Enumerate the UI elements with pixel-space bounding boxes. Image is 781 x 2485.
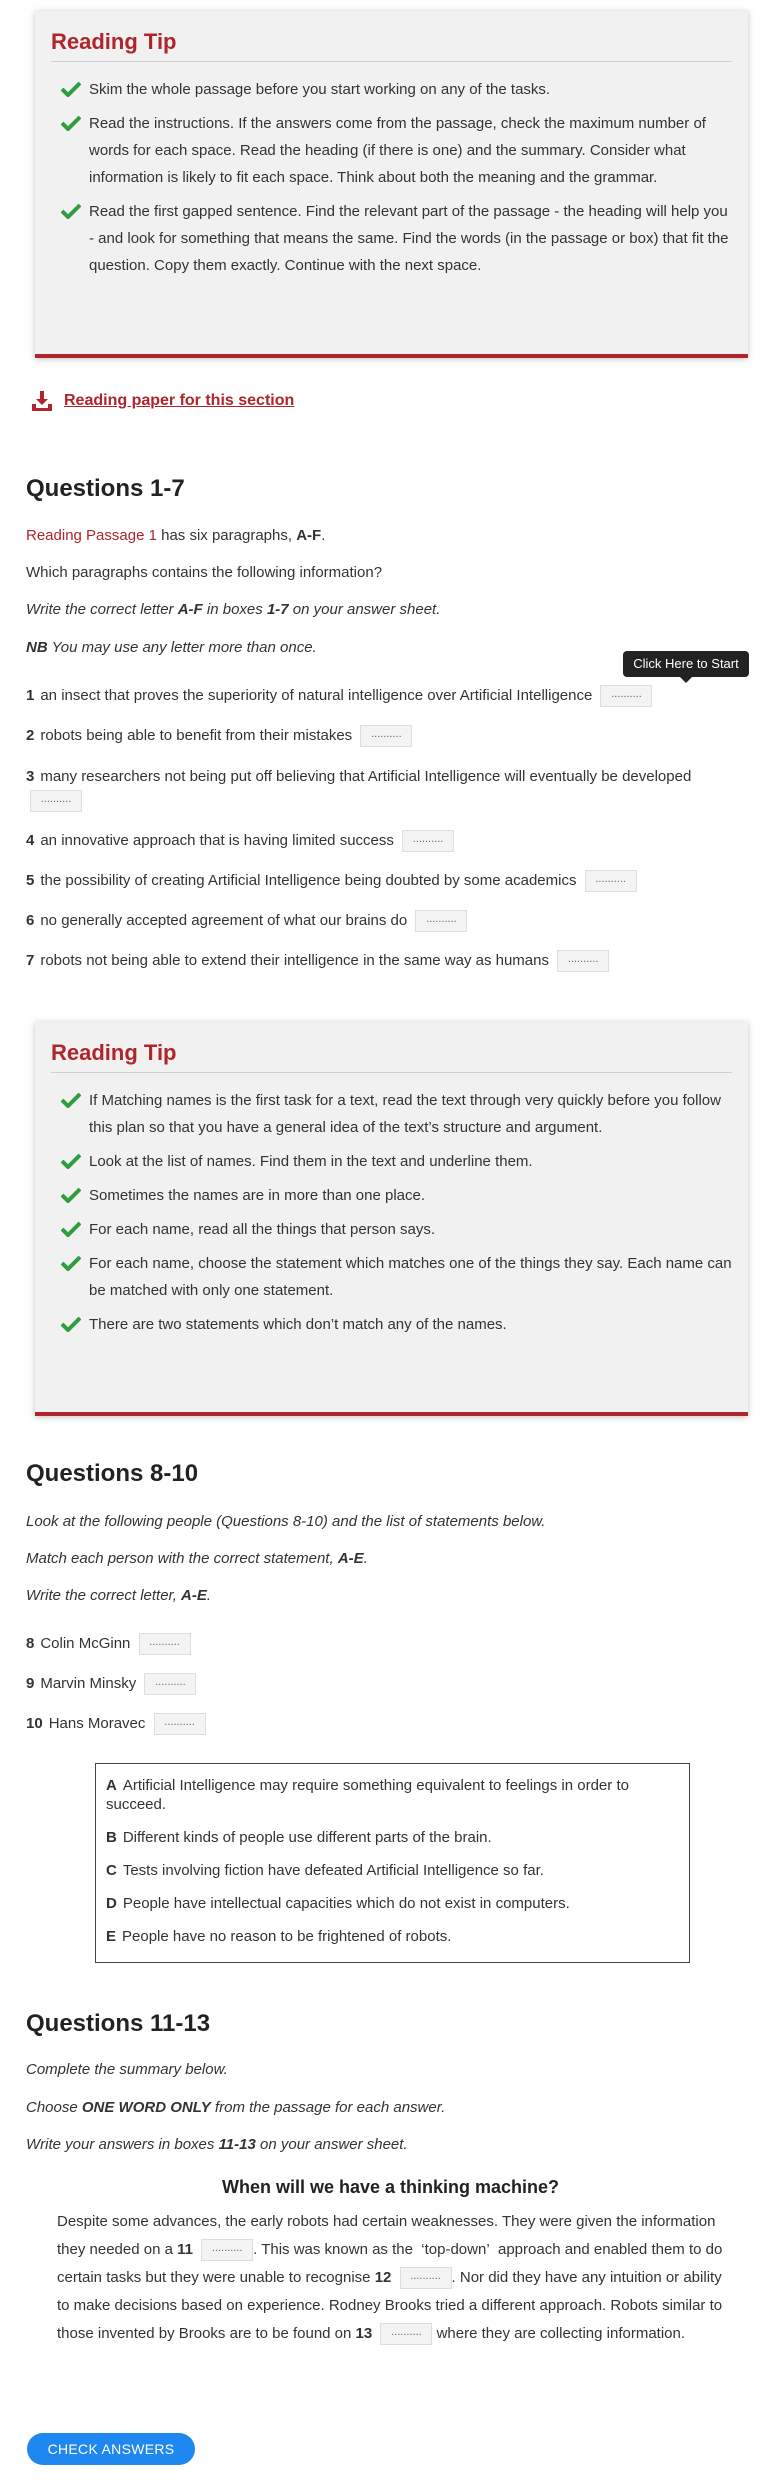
instruction: Write the correct letter A-F in boxes 1-7 on your answer sheet. bbox=[26, 601, 441, 618]
tip-item bbox=[51, 76, 732, 103]
tip-text: Look at the list of names. Find them in the text and underline them. bbox=[89, 1153, 533, 1170]
reading-paper-link[interactable] bbox=[31, 390, 294, 412]
tip-item bbox=[51, 110, 732, 191]
instruction: NB You may use any letter more than once. bbox=[26, 639, 317, 656]
check-icon bbox=[61, 1255, 81, 1271]
statement-item: C Tests involving fiction have defeated Artificial Intelligence so far. bbox=[106, 1862, 544, 1879]
question-item: 5 the possibility of creating Artificial Intelligence being doubted by some academics .......... bbox=[26, 869, 637, 893]
answer-input[interactable]: .......... bbox=[360, 725, 412, 747]
answer-input[interactable]: .......... bbox=[154, 1713, 206, 1735]
check-icon bbox=[61, 1316, 81, 1332]
instruction: Choose ONE WORD ONLY from the passage for each answer. bbox=[26, 2099, 446, 2116]
answer-input[interactable]: .......... bbox=[139, 1633, 191, 1655]
question-item: 3 many researchers not being put off believing that Artificial Intelligence will eventually be developed .......... bbox=[26, 765, 716, 813]
statement-item: D People have intellectual capacities which do not exist in computers. bbox=[106, 1895, 570, 1912]
answer-input[interactable]: .......... bbox=[600, 685, 652, 707]
instruction: Reading Passage 1 has six paragraphs, A-F. bbox=[26, 527, 326, 544]
tip-item bbox=[51, 1148, 732, 1175]
tip-item bbox=[51, 1087, 732, 1141]
answer-input[interactable]: .......... bbox=[402, 830, 454, 852]
reading-paper-label[interactable]: Reading paper for this section bbox=[64, 392, 295, 409]
check-icon bbox=[61, 1187, 81, 1203]
reading-tip-box bbox=[35, 1022, 748, 1416]
question-item: 7 robots not being able to extend their intelligence in the same way as humans .......... bbox=[26, 949, 609, 973]
answer-input[interactable]: .......... bbox=[415, 910, 467, 932]
instruction: Complete the summary below. bbox=[26, 2061, 228, 2078]
tip-text: Read the first gapped sentence. Find the relevant part of the passage - the heading will help you - and look for something that means the same. Find the words (in the passage or box) that fit the question. Copy them exactly. Continue with the next space. bbox=[89, 203, 729, 274]
statement-item: E People have no reason to be frightened of robots. bbox=[106, 1928, 452, 1945]
questions-11-13-title: Questions 11-13 bbox=[26, 2010, 211, 2037]
answer-input[interactable]: .......... bbox=[30, 790, 82, 812]
instruction: Match each person with the correct statement, A-E. bbox=[26, 1550, 368, 1567]
question-item: 2 robots being able to benefit from their mistakes .......... bbox=[26, 724, 412, 748]
tip-title: Reading Tip bbox=[51, 29, 732, 62]
instruction: Look at the following people (Questions 8-10) and the list of statements below. bbox=[26, 1513, 546, 1530]
tip-item bbox=[51, 1250, 732, 1304]
check-icon bbox=[61, 203, 81, 219]
summary-title: When will we have a thinking machine? bbox=[221, 2177, 560, 2197]
question-item: 6 no generally accepted agreement of what our brains do .......... bbox=[26, 909, 467, 933]
tip-title: Reading Tip bbox=[51, 1040, 732, 1073]
tip-text: There are two statements which don’t match any of the names. bbox=[89, 1316, 507, 1333]
tip-text: Read the instructions. If the answers come from the passage, check the maximum number of words for each space. Read the heading (if there is one) and the summary. Consider what information is likely to fit each space. Think about both the meaning and the grammar. bbox=[89, 115, 706, 186]
check-answers-button[interactable]: CHECK ANSWERS bbox=[27, 2433, 195, 2465]
statement-item: A Artificial Intelligence may require something equivalent to feelings in order to succeed. bbox=[106, 1777, 629, 1813]
answer-input[interactable]: .......... bbox=[400, 2267, 452, 2289]
reading-tip-box bbox=[35, 11, 748, 358]
check-icon bbox=[61, 1153, 81, 1169]
instruction: Write your answers in boxes 11-13 on your answer sheet. bbox=[26, 2136, 408, 2153]
answer-input[interactable]: .......... bbox=[557, 950, 609, 972]
check-icon bbox=[61, 1092, 81, 1108]
tip-text: For each name, choose the statement which matches one of the things they say. Each name can be matched with only one statement. bbox=[89, 1255, 732, 1299]
statement-item: B Different kinds of people use different parts of the brain. bbox=[106, 1829, 492, 1846]
question-item: 8 Colin McGinn .......... bbox=[26, 1632, 191, 1656]
tip-text: Sometimes the names are in more than one place. bbox=[89, 1187, 426, 1204]
answer-input[interactable]: .......... bbox=[380, 2323, 432, 2345]
instruction: Write the correct letter, A-E. bbox=[26, 1587, 212, 1604]
answer-input[interactable]: .......... bbox=[201, 2239, 253, 2261]
answer-input[interactable]: .......... bbox=[144, 1673, 196, 1695]
check-icon bbox=[61, 1221, 81, 1237]
download-icon bbox=[31, 390, 53, 412]
check-icon bbox=[61, 115, 81, 131]
start-tooltip[interactable]: Click Here to Start bbox=[623, 651, 749, 677]
tip-text: If Matching names is the first task for a text, read the text through very quickly before you follow this plan so that you have a general idea of the text’s structure and argument. bbox=[89, 1092, 721, 1136]
tip-text: For each name, read all the things that person says. bbox=[89, 1221, 436, 1238]
summary-text: Despite some advances, the early robots had certain weaknesses. They were given the information they needed on a 11 .......... . This was known as the ‘top-down’ approach and enabled them to do certain tasks but they were unable to recognise 12 .......... . Nor did they have any intuition or ability to make decisions based on experience. Rodney Brooks tried a different approach. Robots similar to those invented by Brooks are to be found on 13 .......... where they are collecting information. bbox=[57, 2208, 733, 2348]
questions-8-10-title: Questions 8-10 bbox=[26, 1460, 199, 1487]
question-item: 1 an insect that proves the superiority of natural intelligence over Artificial Intelligence .......... bbox=[26, 684, 746, 708]
answer-input[interactable]: .......... bbox=[585, 870, 637, 892]
reading-passage-link[interactable]: Reading Passage 1 bbox=[26, 527, 157, 544]
instruction: Which paragraphs contains the following information? bbox=[26, 564, 383, 581]
question-item: 10 Hans Moravec .......... bbox=[26, 1712, 206, 1736]
check-icon bbox=[61, 81, 81, 97]
question-item: 9 Marvin Minsky .......... bbox=[26, 1672, 196, 1696]
tip-item bbox=[51, 1216, 732, 1243]
questions-1-7-title: Questions 1-7 bbox=[26, 475, 185, 502]
question-item: 4 an innovative approach that is having limited success .......... bbox=[26, 829, 454, 853]
tip-item bbox=[51, 1311, 732, 1338]
tip-item bbox=[51, 198, 732, 279]
tip-item bbox=[51, 1182, 732, 1209]
statements-box bbox=[95, 1763, 690, 1963]
tip-text: Skim the whole passage before you start working on any of the tasks. bbox=[89, 81, 551, 98]
